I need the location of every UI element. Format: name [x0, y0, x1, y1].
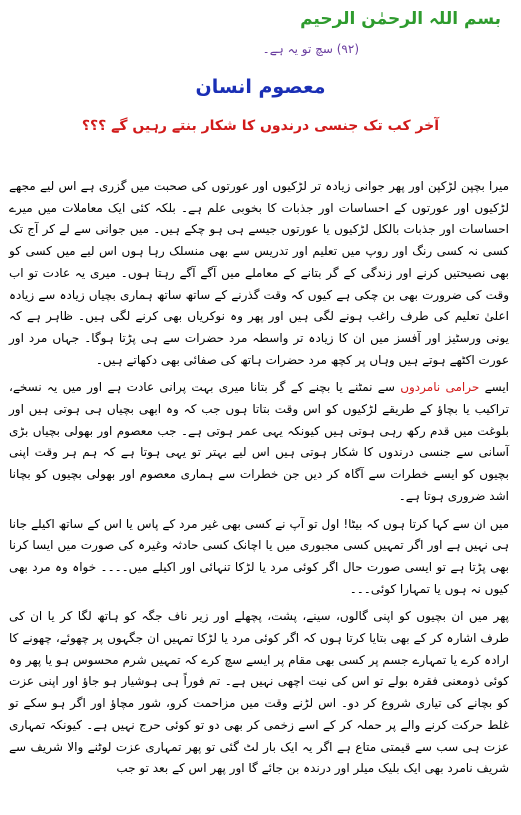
article-body — [9, 176, 509, 780]
paragraph-1: میرا بچپن لڑکپن اور پھر جوانی زیادہ تر لڑکیوں اور عورتوں کی صحبت میں گزری ہے اس لیے مجھے لڑکیوں اور عورتوں کے احساسات اور جذبات کا بخوبی علم ہے۔ بلکہ کئی ایک معاملات میں میرے احساسات اور جذبات بالکل لڑکیوں یا عورتوں جیسے ہی ہو چکے ہیں۔ میں جوانی سے لے کر آج تک کسی نہ کسی رنگ اور روپ میں تعلیم اور تدریس سے بھی منسلک رہا ہوں اس لیے میں کسی کو بھی نصیحتیں کرنے اور زندگی کے گر بتانے کے معاملے میں آگے آگے رہتا ہوں۔ میری یہ عادت تو اب وقت کی ضرورت بھی بن چکی ہے کیوں کہ وقت گذرنے کے ساتھ ساتھ ہماری بچیاں زیادہ سے زیادہ اعلیٰ تعلیم کی طرف راغب ہونے لگی ہیں اور پھر وہ نوکریاں بھی کرنے لگی ہیں۔ ظاہر ہے کہ یونی ورسٹیز اور آفسز میں ان کا زیادہ تر واسطہ مرد حضرات سے ہی پڑتا ہوگا۔ جہاں مرد اور عورت اکٹھے ہوتے ہیں وہاں پر کچھ مرد حضرات ہاتھ کی صفائی بھی دکھاتے ہیں۔ — [9, 179, 509, 367]
paragraph-2-text: سے نمٹنے یا بچنے کے گر بتانا میری بہت پرانی عادت ہے اور میں یہ نسخے، تراکیب یا بچاؤ کے طریقے لڑکیوں کو اس وقت بتاتا ہوں جب کہ وہ ابھی بچیاں ہی ہوتی ہیں اور بلوغت میں قدم رکھ رہی ہوتی ہیں کیونکہ یہی عمر ہوتی ہے۔ جب معصوم اور بھولی بچیاں بڑی آسانی سے جنسی درندوں کا شکار ہوتی ہیں اس لیے بہتر تو یہی ہوتا ہے کہ ہم ہر وقت اپنی بچیوں کو ایسے خطرات سے آگاہ کر دیں جن خطرات سے ہماری معصوم اور بھولی بچیوں کو بچانا اشد ضروری ہوتا ہے۔ — [9, 380, 509, 503]
paragraph-4: پھر میں ان بچیوں کو اپنی گالوں، سینے، پشت، پچھلے اور زیر ناف جگہ کو ہاتھ لگا کر یا ان کی طرف اشارہ کر کے بھی بتایا کرتا ہوں کہ اگر کوئی مرد یا لڑکا تمہیں ان جگہوں پر چھوئے، چھونے کا ارادہ کرے یا تمہارے جسم پر کسی بھی مقام پر ایسے سچ کرے کہ تمہیں شرم محسوس ہو یا پھر وہ کوئی ذومعنی فقرہ بولے تو اس کی نیت اچھی نہیں ہے۔ تم فوراً ہی ہوشیار ہو جاؤ اور اپنی عزت کو بچانے کی تیاری شروع کر دو۔ اس لڑنے وقت میں مزاحمت کرو، شور مچاؤ اور اگر ہو سکے تو غلط حرکت کرنے والے پر حملہ کر کے اسے زخمی کر بھی دو تو کوئی حرج نہیں ہے۔ کیونکہ تمہاری عزت ہی سب سے قیمتی متاع ہے اگر یہ ایک بار لٹ گئی تو پھر تمہاری عزت لوٹنے والا شریف سے شریف نامرد بھی ایک بلیک میلر اور درندہ بن جائے گا اور پھر اس کے بعد تو جب — [9, 609, 509, 776]
highlighted-phrase: حرامی نامردوں — [400, 380, 480, 395]
bismillah-heading: بسم اللہ الرحمٰن الرحیم — [300, 9, 501, 29]
article-subtitle: آخر کب تک جنسی درندوں کا شکار بنتے رہیں گے ؟؟؟ — [81, 118, 440, 134]
reference-number: (۹۲) سچ تو یہ ہے۔ — [262, 42, 359, 56]
paragraph-2-lead: ایسے — [484, 380, 509, 395]
article-title: معصوم انسان — [195, 76, 326, 98]
paragraph-3: میں ان سے کہا کرتا ہوں کہ بیٹا! اول تو آپ نے کسی بھی غیر مرد کے پاس یا اس کے ساتھ اکیلے جانا ہی نہیں ہے اور اگر تمہیں کسی مجبوری میں یا اچانک کسی حادثہ وغیرہ کی صورت میں ایسا کرنا بھی پڑتا ہے تو ایسی صورت حال اگر کوئی مرد یا لڑکا تنہائی اور اکیلے میں۔۔۔۔ خواہ وہ مرد بھی کیوں نہ ہوں یا تمہارا کوئی۔۔۔ — [9, 516, 509, 596]
paragraph-2 — [9, 377, 509, 507]
